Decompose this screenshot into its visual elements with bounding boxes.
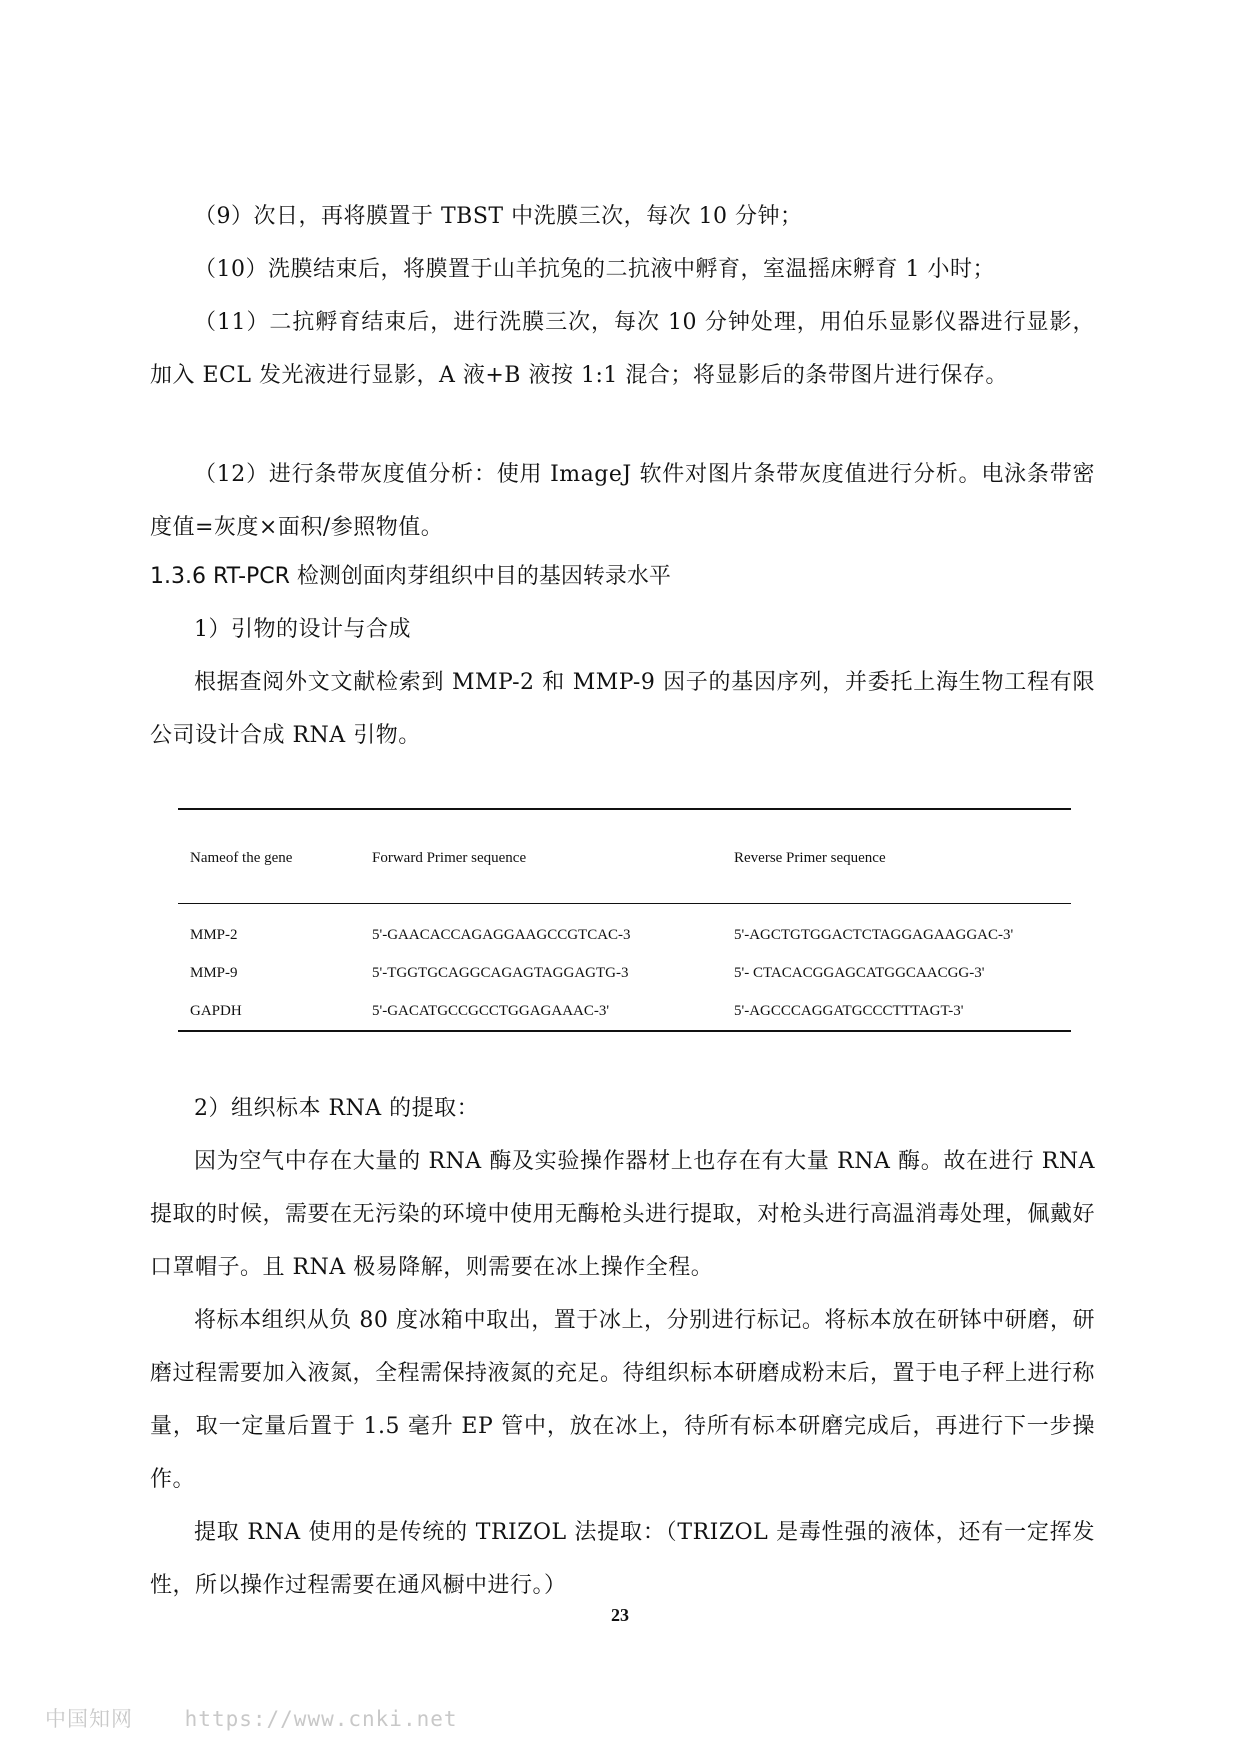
paragraph-step-11: （11）二抗孵育结束后，进行洗膜三次，每次 10 分钟处理，用伯乐显影仪器进行显影，加入 ECL 发光液进行显影，A 液+B 液按 1:1 混合；将显影后的条带图片进行保存。 <box>150 310 1095 388</box>
watermark-brand: 中国知网 <box>45 1707 133 1731</box>
step1-text: 根据查阅外文文献检索到 MMP-2 和 MMP-9 因子的基因序列，并委托上海生物工程有限公司设计合成 RNA 引物。 <box>150 670 1095 748</box>
table-row <box>178 904 1071 955</box>
table-row <box>178 992 1071 1031</box>
step2-paragraph-1: 因为空气中存在大量的 RNA 酶及实验操作器材上也存在有大量 RNA 酶。故在进行 RNA 提取的时候，需要在无污染的环境中使用无酶枪头进行提取，对枪头进行高温消毒处理，佩戴好口罩帽子。且 RNA 极易降解，则需要在冰上操作全程。 <box>150 1149 1096 1280</box>
forward-primer-cell: 5'-TGGTGCAGGCAGAGTAGGAGTG-3 <box>372 965 629 981</box>
header-reverse-primer: Reverse Primer sequence <box>734 850 886 866</box>
step2-paragraph-2: 将标本组织从负 80 度冰箱中取出，置于冰上，分别进行标记。将标本放在研钵中研磨，研磨过程需要加入液氮，全程需保持液氮的充足。待组织标本研磨成粉末后，置于电子秤上进行称量，取一定量后置于 1.5 毫升 EP 管中，放在冰上，待所有标本研磨完成后，再进行下一步操作。 <box>150 1308 1096 1492</box>
header-forward-primer: Forward Primer sequence <box>372 850 527 866</box>
gene-name-cell: GAPDH <box>178 992 360 1031</box>
table-header-row <box>178 810 1071 904</box>
paragraph-step-12: （12）进行条带灰度值分析：使用 ImageJ 软件对图片条带灰度值进行分析。电泳条带密度值=灰度×面积/参照物值。 <box>150 462 1095 540</box>
step1-title: 1）引物的设计与合成 <box>194 617 411 642</box>
forward-primer-cell: 5'-GACATGCCGCCTGGAGAAAC-3' <box>360 992 722 1031</box>
cnki-watermark <box>45 1703 458 1733</box>
primer-table <box>178 808 1071 1032</box>
reverse-primer-cell: 5'- CTACACGGAGCATGGCAACGG-3' <box>734 965 985 981</box>
page-number: 23 <box>611 1605 629 1625</box>
gene-name-cell: MMP-9 <box>190 965 238 981</box>
table-row <box>178 954 1071 992</box>
section-heading: 1.3.6 RT-PCR 检测创面肉芽组织中目的基因转录水平 <box>150 564 671 589</box>
paragraph-step-9: （9）次日，再将膜置于 TBST 中洗膜三次，每次 10 分钟； <box>194 204 803 229</box>
step2-paragraph-3: 提取 RNA 使用的是传统的 TRIZOL 法提取：（TRIZOL 是毒性强的液体，还有一定挥发性，所以操作过程需要在通风橱中进行。） <box>150 1520 1095 1598</box>
header-gene-name: Nameof the gene <box>190 850 293 866</box>
reverse-primer-cell: 5'-AGCCCAGGATGCCCTTTAGT-3' <box>722 992 1071 1031</box>
watermark-url: https://www.cnki.net <box>184 1707 458 1731</box>
forward-primer-cell: 5'-GAACACCAGAGGAAGCCGTCAC-3 <box>360 904 722 955</box>
primer-table-container <box>178 808 1071 1032</box>
step2-title: 2）组织标本 RNA 的提取： <box>194 1096 480 1121</box>
reverse-primer-cell: 5'-AGCTGTGGACTCTAGGAGAAGGAC-3' <box>722 904 1071 955</box>
gene-name-cell: MMP-2 <box>178 904 360 955</box>
paragraph-step-10: （10）洗膜结束后，将膜置于山羊抗兔的二抗液中孵育，室温摇床孵育 1 小时； <box>194 257 995 282</box>
